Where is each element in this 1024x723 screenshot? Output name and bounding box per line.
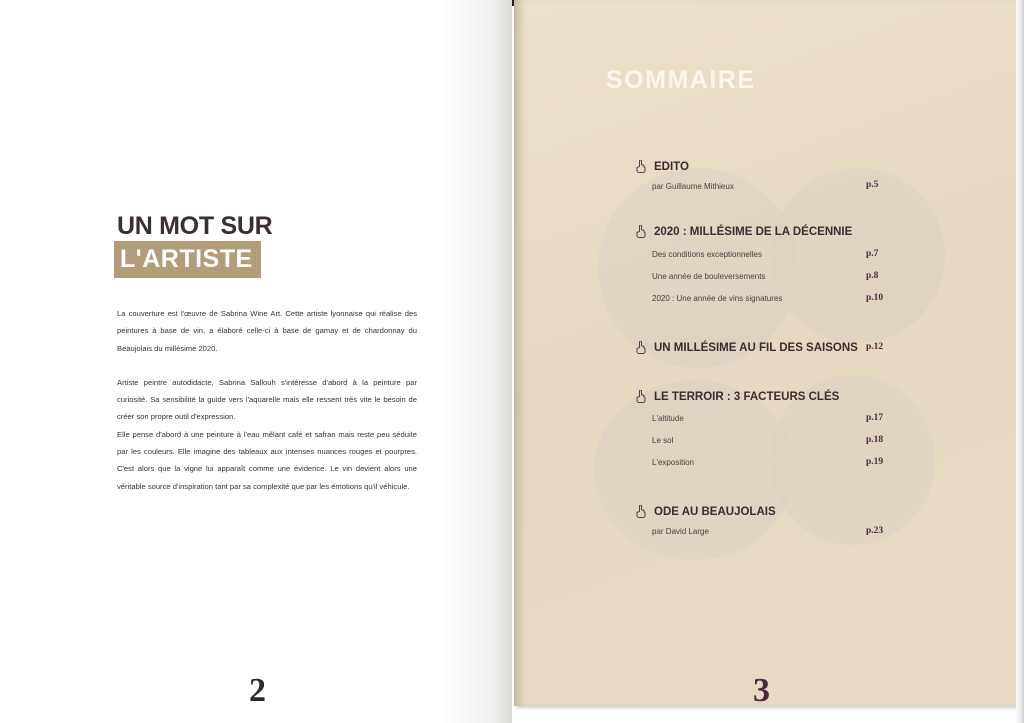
toc-item[interactable]: Une année de bouleversements — [652, 272, 766, 281]
pointing-hand-icon — [636, 225, 647, 238]
toc-item[interactable]: L'altitude — [652, 414, 684, 423]
toc-page-number: p.18 — [866, 435, 884, 445]
paragraph: Artiste peintre autodidacte, Sabrina Sallouh s'intéresse d'abord à la peinture par curiosité. Sa sensibilité la guide vers l'aquarelle mais elle ressent très vite le besoin de créer son propre outil d'expression. — [117, 377, 417, 422]
toc-section-terroir[interactable] — [636, 390, 839, 403]
artist-heading-highlight: L'ARTISTE — [114, 241, 261, 278]
paragraph: Elle pense d'abord à une peinture à l'eau mêlant café et safran mais reste peu séduite par les couleurs. Elle imagine des tableaux aux intenses nuances rouges et pourpres. C'est alors que la vigne lui apparaît comme une évidence. Le vin devient alors une véritable source d'inspiration tant par sa complexité que par les émotions qu'il véhicule. — [117, 429, 417, 491]
toc-page-number: p.5 — [866, 180, 879, 190]
toc-title: SOMMAIRE — [606, 66, 756, 94]
toc-heading: LE TERROIR : 3 FACTEURS CLÉS — [654, 390, 840, 403]
toc-page-number: p.10 — [866, 293, 884, 303]
toc-item[interactable]: L'exposition — [652, 458, 694, 467]
toc-page-number: p.17 — [866, 413, 884, 423]
toc-section-ode[interactable] — [636, 505, 776, 518]
toc-item[interactable]: Des conditions exceptionnelles — [652, 250, 762, 259]
toc-section-saisons[interactable] — [636, 341, 858, 354]
toc-page-number: p.23 — [866, 526, 884, 536]
toc-page-number: p.12 — [866, 342, 884, 352]
toc-section-edito[interactable] — [636, 160, 689, 173]
toc-item[interactable]: par Guillaume Mithieux — [652, 182, 734, 191]
page-edge — [1016, 0, 1024, 723]
toc-item[interactable]: 2020 : Une année de vins signatures — [652, 294, 783, 303]
pointing-hand-icon — [636, 390, 647, 403]
toc-page-number: p.8 — [866, 271, 879, 281]
toc-item[interactable]: par David Large — [652, 527, 709, 536]
toc-section-millesime[interactable] — [636, 225, 852, 238]
toc-page-number: p.19 — [866, 457, 884, 467]
toc-item[interactable]: Le sol — [652, 436, 674, 445]
page-number-right: 3 — [753, 672, 770, 709]
watermark-circle — [770, 168, 945, 343]
pointing-hand-icon — [636, 160, 647, 173]
paragraph: La couverture est l'œuvre de Sabrina Wine Art. Cette artiste lyonnaise qui réalise des peintures à base de vin, a élaboré celle-ci à base de gamay et de chardonnay du Beaujolais du millésime 2020. — [117, 309, 417, 353]
toc-heading: UN MILLÉSIME AU FIL DES SAISONS — [654, 341, 858, 354]
pointing-hand-icon — [636, 505, 647, 518]
page-number-left: 2 — [249, 672, 266, 709]
toc-page-number: p.7 — [866, 249, 879, 259]
pointing-hand-icon — [636, 341, 647, 354]
artist-text — [117, 305, 417, 495]
toc-heading: EDITO — [654, 160, 689, 173]
toc-heading: ODE AU BEAUJOLAIS — [654, 505, 776, 518]
watermark-circle — [598, 168, 798, 368]
artist-heading: UN MOT SUR — [117, 212, 273, 240]
toc-heading: 2020 : MILLÉSIME DE LA DÉCENNIE — [654, 225, 853, 238]
